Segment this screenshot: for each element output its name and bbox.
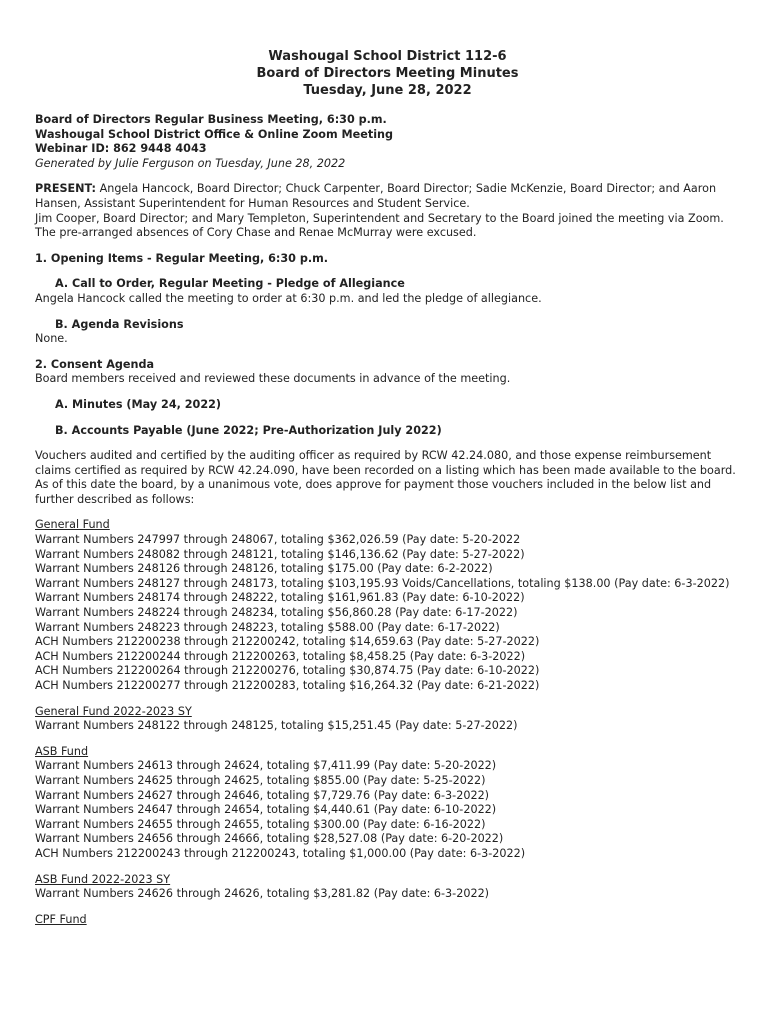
list-item: Warrant Numbers 248223 through 248223, totaling $588.00 (Pay date: 6-17-2022) <box>35 620 500 634</box>
minutes-document <box>35 48 740 927</box>
vouchers-paragraph: Vouchers audited and certified by the auditing officer as required by RCW 42.24.080, and those expense reimbursement claims certified as required by RCW 42.24.090, have been recorded on a listing which has been made available to the board. As of this date the board, by a unanimous vote, does approve for payment those vouchers included in the below list and further described as follows: <box>35 449 736 506</box>
section-1a-text: Angela Hancock called the meeting to order at 6:30 p.m. and led the pledge of allegiance. <box>35 291 542 305</box>
meeting-date: Tuesday, June 28, 2022 <box>303 83 472 98</box>
list-item: Warrant Numbers 24655 through 24655, totaling $300.00 (Pay date: 6-16-2022) <box>35 817 486 831</box>
section-2-heading: 2. Consent Agenda <box>35 357 155 371</box>
list-item: ACH Numbers 212200264 through 212200276, totaling $30,874.75 (Pay date: 6-10-2022) <box>35 664 540 678</box>
list-item: Warrant Numbers 247997 through 248067, totaling $362,026.59 (Pay date: 5-20-2022 <box>35 533 521 547</box>
document-title: Board of Directors Meeting Minutes <box>256 66 519 81</box>
present-paragraph <box>35 182 740 211</box>
present-text: Angela Hancock, Board Director; Chuck Carpenter, Board Director; Sadie McKenzie, Board Director; and Aaron Hansen, Assistant Superintendent for Human Resources and Student Service. <box>35 182 717 210</box>
absences-text: The pre-arranged absences of Cory Chase and Renae McMurray were excused. <box>35 226 477 240</box>
list-item: ACH Numbers 212200244 through 212200263, totaling $8,458.25 (Pay date: 6-3-2022) <box>35 649 526 663</box>
section-1-heading: 1. Opening Items - Regular Meeting, 6:30 p.m. <box>35 251 329 265</box>
list-item: Warrant Numbers 248174 through 248222, totaling $161,961.83 (Pay date: 6-10-2022) <box>35 591 525 605</box>
list-item: ACH Numbers 212200243 through 212200243, totaling $1,000.00 (Pay date: 6-3-2022) <box>35 846 526 860</box>
asb-fund-title: ASB Fund <box>35 744 89 758</box>
meeting-type: Board of Directors Regular Business Meeting, 6:30 p.m. <box>35 113 387 126</box>
section-2-text: Board members received and reviewed these documents in advance of the meeting. <box>35 372 511 386</box>
district-title: Washougal School District 112-6 <box>268 49 507 64</box>
list-item: Warrant Numbers 248082 through 248121, totaling $146,136.62 (Pay date: 5-27-2022) <box>35 547 525 561</box>
section-2a-heading: A. Minutes (May 24, 2022) <box>55 397 221 411</box>
webinar-id: Webinar ID: 862 9448 4043 <box>35 142 207 156</box>
cpf-fund-title: CPF Fund <box>35 912 87 926</box>
asb-fund-list <box>35 759 740 861</box>
list-item: Warrant Numbers 24647 through 24654, totaling $4,440.61 (Pay date: 6-10-2022) <box>35 803 497 817</box>
list-item: Warrant Numbers 24627 through 24646, totaling $7,729.76 (Pay date: 6-3-2022) <box>35 788 490 802</box>
list-item: Warrant Numbers 24626 through 24626, totaling $3,281.82 (Pay date: 6-3-2022) <box>35 887 490 901</box>
general-fund-list <box>35 533 740 694</box>
section-2b-heading: B. Accounts Payable (June 2022; Pre-Authorization July 2022) <box>55 423 442 437</box>
meeting-location: Washougal School District Office & Online Zoom Meeting <box>35 127 394 141</box>
list-item: ACH Numbers 212200238 through 212200242, totaling $14,659.63 (Pay date: 5-27-2022) <box>35 635 540 649</box>
joined-text: Jim Cooper, Board Director; and Mary Templeton, Superintendent and Secretary to the Board joined the meeting via Zoom. <box>35 211 724 225</box>
list-item: Warrant Numbers 24625 through 24625, totaling $855.00 (Pay date: 5-25-2022) <box>35 773 486 787</box>
list-item: Warrant Numbers 24656 through 24666, totaling $28,527.08 (Pay date: 6-20-2022) <box>35 832 504 846</box>
list-item: Warrant Numbers 24613 through 24624, totaling $7,411.99 (Pay date: 5-20-2022) <box>35 759 497 773</box>
list-item: Warrant Numbers 248224 through 248234, totaling $56,860.28 (Pay date: 6-17-2022) <box>35 606 518 620</box>
list-item: Warrant Numbers 248126 through 248126, totaling $175.00 (Pay date: 6-2-2022) <box>35 562 493 576</box>
general-fund-sy-title: General Fund 2022-2023 SY <box>35 704 192 718</box>
list-item: ACH Numbers 212200277 through 212200283, totaling $16,264.32 (Pay date: 6-21-2022) <box>35 679 540 692</box>
generated-by: Generated by Julie Ferguson on Tuesday, June 28, 2022 <box>35 156 346 170</box>
list-item: Warrant Numbers 248122 through 248125, totaling $15,251.45 (Pay date: 5-27-2022) <box>35 719 518 733</box>
section-1a-heading: A. Call to Order, Regular Meeting - Pledge of Allegiance <box>55 277 405 291</box>
asb-fund-sy-title: ASB Fund 2022-2023 SY <box>35 872 171 886</box>
section-1b-heading: B. Agenda Revisions <box>55 317 184 331</box>
list-item: Warrant Numbers 248127 through 248173, totaling $103,195.93 Voids/Cancellations, totaling $138.00 (Pay date: 6-3-2022) <box>35 576 730 590</box>
general-fund-title: General Fund <box>35 518 110 532</box>
present-label: PRESENT: <box>35 182 97 196</box>
section-1b-text: None. <box>35 332 68 346</box>
